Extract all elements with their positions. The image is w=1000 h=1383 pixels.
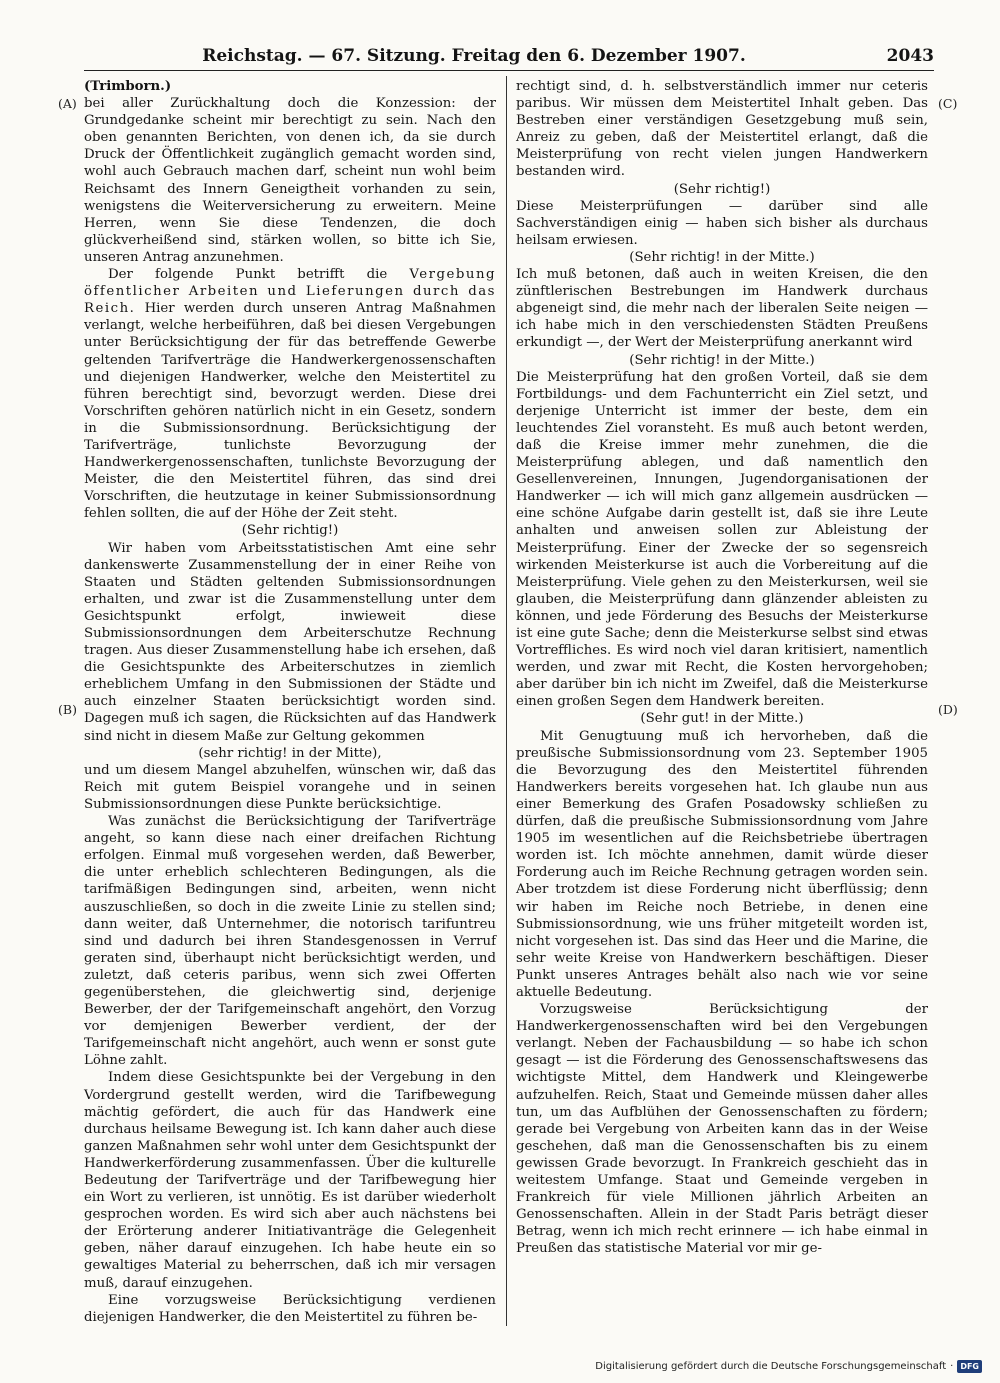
paragraph: und um diesem Mangel abzuhelfen, wünschen wir, daß das Reich mit gutem Beispiel vorangehe und in seinen Submissionsordnungen diese Punkte berücksichtige. xyxy=(84,762,496,812)
page-title: Reichstag. — 67. Sitzung. Freitag den 6. Dezember 1907. xyxy=(202,46,746,66)
margin-marker-b: (B) xyxy=(58,702,77,717)
paragraph: Eine vorzugsweise Berücksichtigung verdienen diejenigen Handwerker, die den Meistertitel zu führen be- xyxy=(84,1292,496,1325)
column-divider xyxy=(506,76,507,1326)
paragraph: Was zunächst die Berücksichtigung der Tarifverträge angeht, so kann diese nach einer dreifachen Richtung erfolgen. Einmal muß vorgesehen werden, daß Bewerber, die unter erheblich schlechteren Bedingungen, als die tarifmäßigen Bedingungen sind, arbeiten, wenn nicht auszuschließen, so doch in die zweite Linie zu stellen sind; dann weiter, daß Unternehmer, die notorisch tarifuntreu sind und dadurch bei ihren Standesgenossen in Verruf geraten sind, überhaupt nicht berücksichtigt werden, und zuletzt, daß ceteris paribus, wenn sich zwei Offerten gegenüberstehen, die gleichwertig sind, derjenige Bewerber, der der Tarifgemeinschaft angehört, den Vorzug vor demjenigen Bewerber verdient, der der Tarifgemeinschaft nicht angehört, auch wenn er sonst gute Löhne zahlt. xyxy=(84,814,496,1069)
text: Der folgende Punkt betrifft die xyxy=(108,267,388,283)
interjection: (Sehr gut! in der Mitte.) xyxy=(640,711,804,727)
paragraph: bei aller Zurückhaltung doch die Konzession: der Grundgedanke scheint mir berechtigt zu sein. Nach den oben genannten Berichten, von denen ich, da sie durch Druck der Öffentlichkeit zugänglich gemacht worden sind, wohl auch Gebrauch machen darf, scheint nun wohl beim Reichsamt des Innern Geneigtheit vorhanden zu sein, wenigstens die Weiterversicherung zu erweitern. Meine Herren, wenn Sie diese Tendenzen, die doch glückverheißend sind, stärken wollen, so bitte ich Sie, unseren Antrag anzunehmen. xyxy=(84,96,496,265)
footer-credit: Digitalisierung gefördert durch die Deutsche Forschungsgemeinschaft · DFG xyxy=(595,1360,982,1373)
page-number: 2043 xyxy=(886,46,934,66)
paragraph: Wir haben vom Arbeitsstatistischen Amt eine sehr dankenswerte Zusammenstellung der in einer Reihe von Staaten und Städten geltenden Submissionsordnungen erhalten, und zwar ist die Zusammenstellung unter dem Gesichtspunkt erfolgt, inwieweit diese Submissionsordnungen dem Arbeiterschutze Rechnung tragen. Aus dieser Zusammenstellung habe ich ersehen, daß die Gesichtspunkte des Arbeiterschutzes in ziemlich erheblichem Umfang in den Submissionen der Städte und auch einzelner Staaten berücksichtigt worden sind. Dagegen muß ich sagen, die Rücksichten auf das Handwerk sind nicht in diesem Maße zur Geltung gekommen xyxy=(84,540,496,744)
left-column xyxy=(84,78,496,1325)
paragraph: Indem diese Gesichtspunkte bei der Vergebung in den Vordergrund gestellt werden, wird die Tarifbewegung mächtig gefördert, die auch für das Handwerk eine durchaus heilsame Bewegung ist. Ich kann daher auch diese ganzen Maßnahmen sehr wohl unter dem Gesichtspunkt der Handwerkerförderung zusammenfassen. Über die kulturelle Bedeutung der Tarifverträge und der Tarifbewegung hier ein Wort zu verlieren, ist unnötig. Es ist darüber wiederholt gesprochen worden. Es wird sich aber auch nächstens bei der Erörterung anderer Initiativanträge die Gelegenheit geben, näher darauf einzugehen. Ich habe heute ein so gewaltiges Material zu beherrschen, daß ich mir versagen muß, darauf einzugehen. xyxy=(84,1070,496,1291)
dfg-logo-icon: DFG xyxy=(957,1360,982,1373)
interjection: (Sehr richtig!) xyxy=(673,181,771,197)
interjection: (Sehr richtig! in der Mitte.) xyxy=(629,249,815,265)
margin-marker-d: (D) xyxy=(938,702,958,717)
paragraph: Diese Meisterprüfungen — darüber sind alle Sachverständigen einig — haben sich bisher als durchaus heilsam erwiesen. xyxy=(516,198,928,248)
margin-marker-c: (C) xyxy=(938,96,958,111)
paragraph: Vorzugsweise Berücksichtigung der Handwerkergenossenschaften wird bei den Vergebungen verlangt. Neben der Fachausbildung — so habe ich schon gesagt — ist die Förderung des Genossenschaftswesens das wichtigste Mittel, dem Handwerk und Kleingewerbe aufzuhelfen. Reich, Staat und Gemeinde müssen daher alles tun, um das Aufblühen der Genossenschaften zu fördern; gerade bei Vergebung von Arbeiten kann das in der Weise geschehen, daß man die Genossenschaften bis zu einem gewissen Grade bevorzugt. In Frankreich geschieht das in weitestem Umfange. Staat und Gemeinde vergeben in Frankreich für viele Millionen jährlich Arbeiten an Genossenschaften. Allein in der Stadt Paris beträgt dieser Betrag, wenn ich mich recht erinnere — ich habe einmal in Preußen das statistische Material vor mir ge- xyxy=(516,1002,928,1257)
speaker-label: (Trimborn.) xyxy=(84,79,172,94)
emphasis-text: Vergebung öffentlicher Arbeiten und Lieferungen durch das Reich. xyxy=(84,267,497,317)
interjection: (Sehr richtig! in der Mitte.) xyxy=(629,352,815,368)
paragraph: rechtigt sind, d. h. selbstverständlich immer nur ceteris paribus. Wir müssen dem Meistertitel Inhalt geben. Das Bestreben einer verständigen Gesetzgebung muß sein, Anreiz zu geben, daß der Meistertitel erlangt, daß die Meisterprüfung von recht vielen jungen Handwerkern bestanden wird. xyxy=(516,79,928,180)
footer-text: Digitalisierung gefördert durch die Deutsche Forschungsgemeinschaft xyxy=(595,1361,947,1372)
paragraph: Mit Genugtuung muß ich hervorheben, daß die preußische Submissionsordnung vom 23. September 1905 die Bevorzugung des den Meistertitel führenden Handwerkers bereits vorgesehen hat. Ich glaube nun aus einer Bemerkung des Grafen Posadowsky schließen zu dürfen, daß die preußische Submissionsordnung vom Jahre 1905 im wesentlichen auf die Reichsbetriebe übertragen worden ist. Ich möchte annehmen, damit würde dieser Forderung auch im Reiche Rechnung getragen worden sein. Aber trotzdem ist diese Forderung nicht überflüssig; denn wir haben im Reiche noch Betriebe, in denen eine Submissionsordnung, wie uns früher mitgeteilt worden ist, nicht vorgesehen ist. Das sind das Heer und die Marine, die sehr weite Kreise von Handwerkern beschäftigen. Dieser Punkt unseres Antrages behält also nach wie vor seine aktuelle Bedeutung. xyxy=(516,728,928,1000)
text: Hier werden durch unseren Antrag Maßnahmen verlangt, welche herbeiführen, daß bei diesen Vergebungen unter Berücksichtigung der für das betreffende Gewerbe geltenden Tarifverträge die Handwerkergenossenschaften und diejenigen Handwerker, welche den Meistertitel zu führen berechtigt sind, bevorzugt werden. Diese drei Vorschriften gehören natürlich nicht in ein Gesetz, sondern in die Submissionsordnung. Berücksichtigung der Tarifverträge, tunlichste Bevorzugung der Handwerkergenossenschaften, tunlichste Bevorzugung der Meister, die den Meistertitel führen, das sind drei Vorschriften, die heutzutage in keiner Submissionsordnung fehlen sollten, die auf der Höhe der Zeit steht. xyxy=(84,301,496,522)
paragraph: Die Meisterprüfung hat den großen Vorteil, daß sie dem Fortbildungs- und dem Fachunterricht ein Ziel setzt, und derjenige Unterricht ist immer der beste, dem ein leuchtendes Ziel voransteht. Es muß auch betont werden, daß die Kreise immer mehr zunehmen, die die Meisterprüfung ablegen, und daß namentlich den Gesellenvereinen, Innungen, Jugendorganisationen der Handwerker — ich will mich ganz allgemein ausdrücken — eine schöne Aufgabe darin gestellt ist, daß sie ihre Leute anhalten und anweisen sollen zur Ableistung der Meisterprüfung. Einer der Zwecke der so segensreich wirkenden Meisterkurse ist auch die Vorbereitung auf die Meisterprüfung. Viele gehen zu den Meisterkursen, weil sie glauben, die Meisterprüfung dann glänzender ableisten zu können, und jede Förderung des Besuchs der Meisterkurse ist eine gute Sache; denn die Meisterkurse selbst sind etwas Vortreffliches. Es wird noch viel daran kritisiert, namentlich werden, und zwar mit Recht, die Kosten hervorgehoben; aber darüber bin ich nicht im Zweifel, daß die Meisterkurse einen großen Segen dem Handwerk bereiten. xyxy=(516,369,928,710)
page-header xyxy=(84,46,934,71)
interjection: (Sehr richtig!) xyxy=(241,523,339,539)
margin-marker-a: (A) xyxy=(58,96,77,111)
interjection: (sehr richtig! in der Mitte), xyxy=(198,745,382,761)
right-column xyxy=(516,78,928,1325)
paragraph: Ich muß betonen, daß auch in weiten Kreisen, die den zünftlerischen Bestrebungen im Handwerk durchaus abgeneigt sind, die mehr nach der liberalen Seite neigen — ich habe mich in den verschiedensten Städten Preußens erkundigt —, der Wert der Meisterprüfung anerkannt wird xyxy=(516,267,928,351)
paragraph xyxy=(84,266,496,522)
